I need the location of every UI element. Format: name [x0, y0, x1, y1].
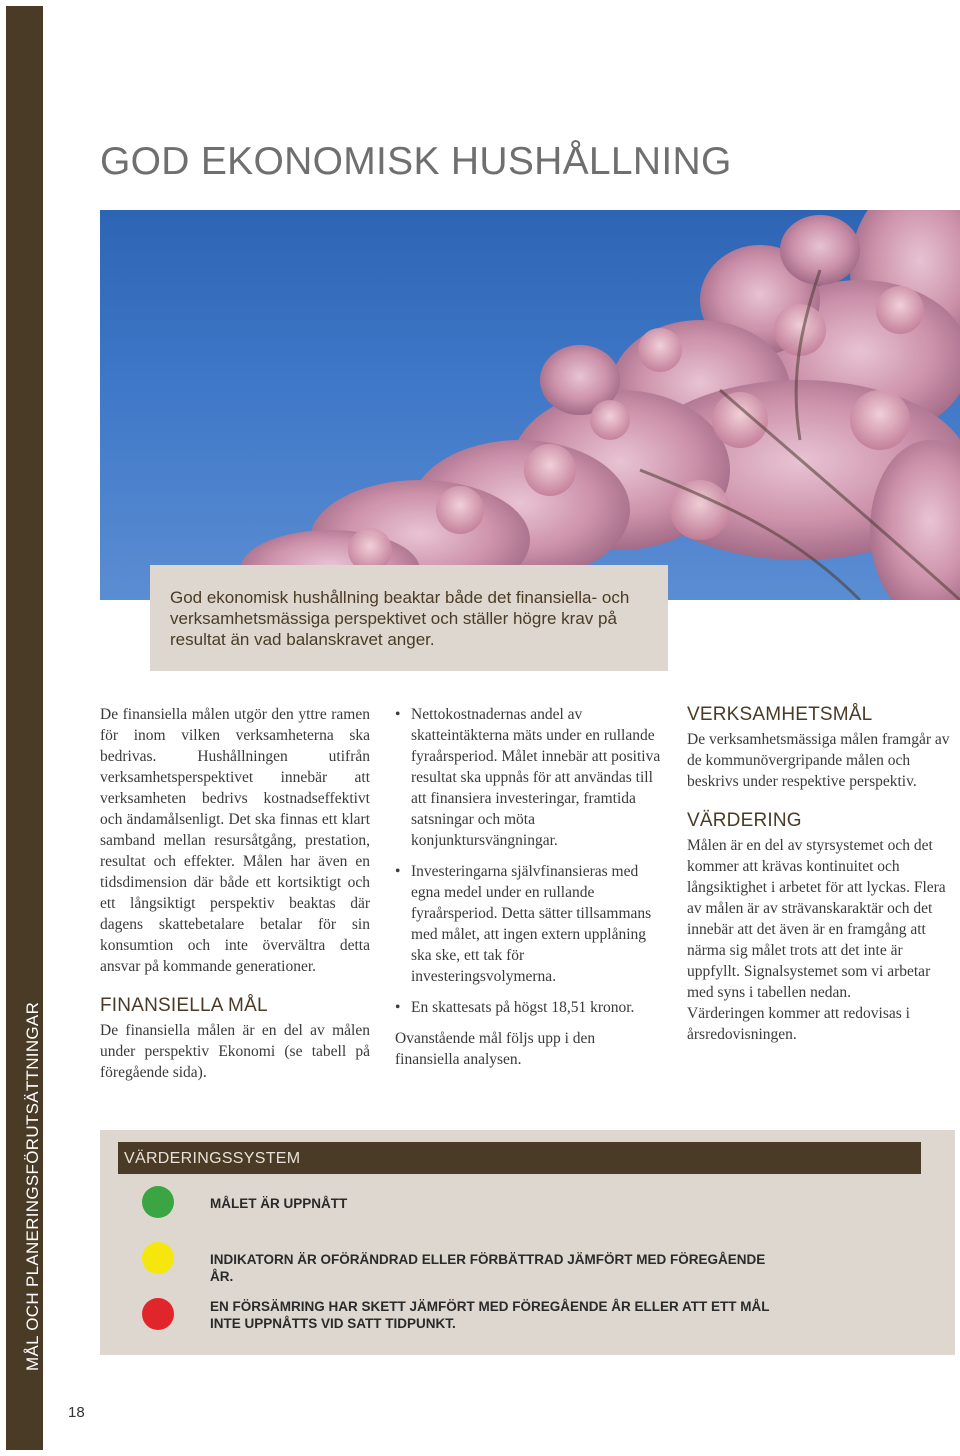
evaluation-heading: VÄRDERING — [687, 810, 802, 831]
column-1 — [100, 704, 370, 1083]
intro-paragraph: De finansiella målen utgör den yttre ramen för inom vilken verksamheterna ska bedrivas. Hushållningen utifrån verksamhetsperspektivet innebär att verksamheten bedrivs kostnadseffektivt och ändamålsenligt. Det ska finnas ett klart samband mellan resursåtgång, prestation, resultat och effekter. Målen har även en tidsdimension där både ett kortsiktigt och ett långsiktigt perspektiv beaktas där dagens skattebetalare betalar för sin konsumtion och inte övervältra detta ansvar på kommande generationer. — [100, 706, 370, 975]
followup-text: Ovanstående mål följs upp i den finansiella analysen. — [395, 1030, 596, 1068]
evaluation-text: Målen är en del av styrsystemet och det kommer att krävas kontinuitet och långsiktighet i arbetet för att lyckas. Flera av målen är av strävanskaraktär och det innebär att det även är en framgång att närma sig målet trots att det inte är uppfyllt. Signalsystemet som vi arbetar med syns i tabellen nedan. — [687, 837, 946, 1001]
section-vertical-label: MÅL OCH PLANERINGSFÖRUTSÄTTNINGAR — [23, 1001, 42, 1371]
evaluation-system-title: VÄRDERINGSSYSTEM — [124, 1150, 301, 1167]
green-signal-icon — [142, 1186, 174, 1218]
red-signal-icon — [142, 1298, 174, 1330]
list-item: • Investeringarna självfinansieras med egna medel under en rullande fyraårsperiod. Detta sätter tillsammans med målet, att ingen extern upplåning ska ske, ett tak för investeringsvolymerna. — [395, 861, 663, 987]
operational-goals-text: De verksamhetsmässiga målen framgår av de kommunövergripande målen och beskrivs under respektive perspektiv. — [687, 731, 950, 790]
blossom-illustration — [100, 210, 960, 600]
page-number: 18 — [68, 1404, 85, 1421]
list-item: • En skattesats på högst 18,51 kronor. — [395, 997, 663, 1018]
cherry-blossom-photo — [100, 210, 960, 600]
evaluation-report-text: Värderingen kommer att redovisas i årsredovisningen. — [687, 1005, 910, 1043]
yellow-signal-icon — [142, 1242, 174, 1274]
financial-goals-list — [395, 704, 663, 1018]
lead-box — [150, 565, 668, 671]
lead-text: God ekonomisk hushållning beaktar både det finansiella- och verksamhetsmässiga perspektivet och ställer högre krav på resultat än vad balanskravet anger. — [170, 588, 630, 649]
evaluation-system-header — [118, 1142, 921, 1174]
financial-goals-text: De finansiella målen är en del av målen under perspektiv Ekonomi (se tabell på föregående sida). — [100, 1022, 370, 1081]
red-signal-label: EN FÖRSÄMRING HAR SKETT JÄMFÖRT MED FÖREGÅENDE ÅR ELLER ATT ETT MÅL INTE UPPNÅTTS VID SATT TIDPUNKT. — [210, 1299, 770, 1331]
page-title: GOD EKONOMISK HUSHÅLLNING — [100, 140, 732, 183]
financial-goals-heading: FINANSIELLA MÅL — [100, 995, 268, 1016]
list-item: • Nettokostnadernas andel av skatteintäkterna mäts under en rullande fyraårsperiod. Målet innebär att positiva resultat ska uppnås för att användas till att finansiera investeringar, framtida satsningar och möta konjunktursvängningar. — [395, 704, 663, 851]
column-2 — [395, 704, 663, 1070]
green-signal-label: MÅLET ÄR UPPNÅTT — [210, 1196, 348, 1211]
yellow-signal-label: INDIKATORN ÄR OFÖRÄNDRAD ELLER FÖRBÄTTRAD JÄMFÖRT MED FÖREGÅENDE ÅR. — [210, 1252, 766, 1284]
operational-goals-heading: VERKSAMHETSMÅL — [687, 704, 873, 725]
column-3 — [687, 704, 957, 1045]
